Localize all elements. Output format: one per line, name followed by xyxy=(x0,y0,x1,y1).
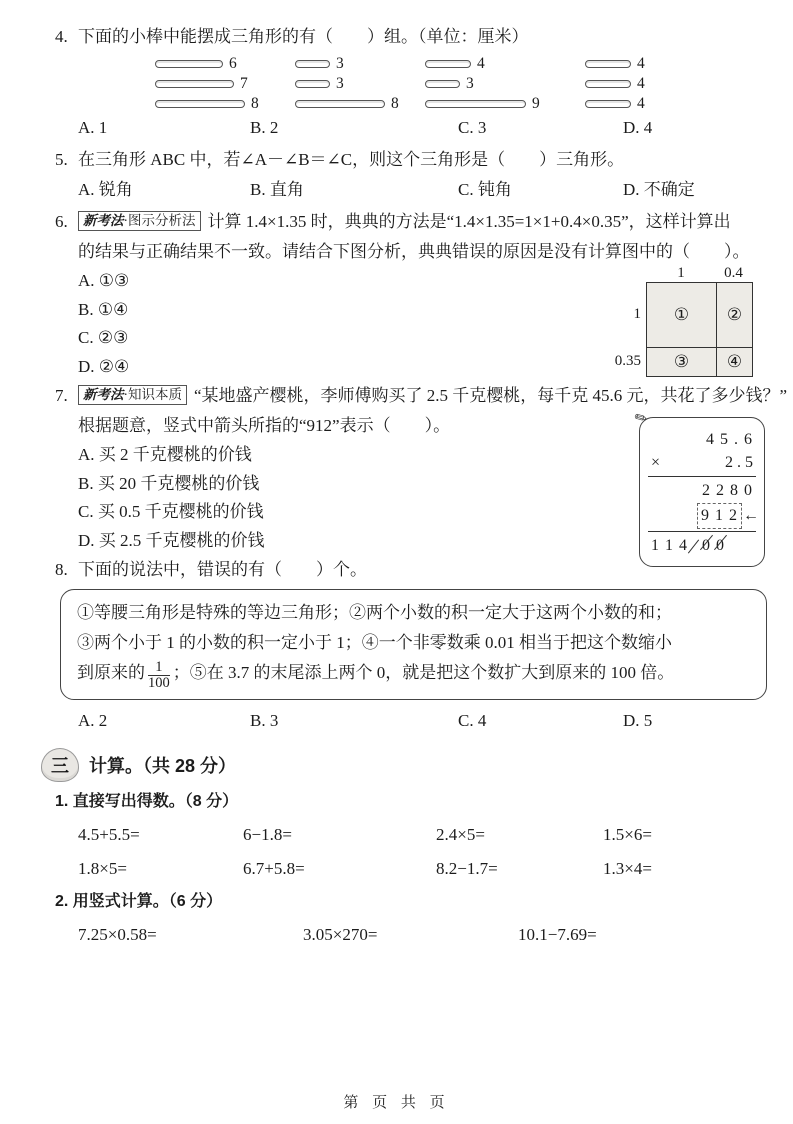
option-c: C. 3 xyxy=(458,118,487,137)
multiplicand-row: 4 5 . 6 xyxy=(706,431,753,448)
expression: 3.05×270= xyxy=(303,925,378,945)
stick-group-2 xyxy=(295,54,425,112)
question-5 xyxy=(55,145,767,175)
option-b: B. 买 20 千克樱桃的价钱 xyxy=(78,473,260,493)
stick-length-label: 4 xyxy=(477,54,485,72)
question-6-options-area xyxy=(55,267,767,381)
stick-row xyxy=(295,94,425,112)
diagram-cell-3: ③ xyxy=(647,348,717,376)
page-footer: 第 页 共 页 xyxy=(343,1095,450,1111)
option-c: C. 钝角 xyxy=(458,180,512,199)
pen-doodle-icon: ✎ xyxy=(632,408,651,430)
fraction-denominator: 100 xyxy=(148,675,170,691)
question-6 xyxy=(55,207,767,237)
new-method-badge xyxy=(78,211,201,231)
stick-row xyxy=(585,74,705,92)
option-b: B. ①④ xyxy=(78,299,129,319)
stick-diagram xyxy=(55,54,767,112)
stick-length-label: 3 xyxy=(336,54,344,72)
diagram-cell-1: ① xyxy=(647,283,717,348)
statement-line-3-pre: 到原来的 xyxy=(77,663,145,682)
option-d: D. 不确定 xyxy=(623,180,695,199)
stick-length-label: 4 xyxy=(637,74,645,92)
question-6-text xyxy=(78,207,731,237)
expression: 7.25×0.58= xyxy=(78,925,157,945)
stick-bar xyxy=(155,100,245,108)
stick-row xyxy=(155,94,295,112)
diagram-cell-2: ② xyxy=(717,283,752,348)
badge-prefix: 新考法 xyxy=(83,213,124,228)
stick-group-3 xyxy=(425,54,585,112)
expression: 1.3×4= xyxy=(603,859,652,879)
highlighted-912: 9 1 2 xyxy=(697,503,742,529)
option-b: B. 直角 xyxy=(250,180,304,199)
question-8-options xyxy=(55,706,767,736)
question-7-text xyxy=(78,381,787,411)
question-8-text: 下面的说法中，错误的有（ ）个。 xyxy=(78,560,367,579)
diagram-left-labels xyxy=(601,282,646,377)
stick-length-label: 4 xyxy=(637,54,645,72)
stick-length-label: 9 xyxy=(532,94,540,112)
option-a: A. 买 2 千克樱桃的价钱 xyxy=(78,445,252,464)
fraction-1-100 xyxy=(148,660,170,691)
badge-suffix: ·图示分析法 xyxy=(123,213,196,228)
struck-zero: 0 xyxy=(702,534,711,558)
section-3-title: 计算。（共 28 分） xyxy=(89,756,237,777)
decimal-point-mark xyxy=(688,539,699,553)
page-content xyxy=(51,22,788,952)
result-digits: 1 1 4 xyxy=(651,537,688,554)
vertical-calculation-box xyxy=(632,408,765,567)
question-4-options xyxy=(55,113,767,143)
stick-length-label: 6 xyxy=(229,54,237,72)
stick-length-label: 3 xyxy=(336,74,344,92)
statement-line-3-post: ；⑤在 3.7 的末尾添上两个 0，就是把这个数扩大到原来的 100 倍。 xyxy=(172,663,675,682)
option-c: C. 买 0.5 千克樱桃的价钱 xyxy=(78,502,264,521)
statement-line-2: ③两个小于 1 的小数的积一定小于 1；④一个非零数乘 0.01 相当于把这个数缩小 xyxy=(77,633,672,652)
multiplier-value: 2 . 5 xyxy=(725,454,753,471)
option-c: C. ②③ xyxy=(78,328,129,347)
stick-row xyxy=(295,54,425,72)
stick-bar xyxy=(585,100,631,108)
diagram-body xyxy=(601,282,753,377)
stick-length-label: 8 xyxy=(251,94,259,112)
question-5-text: 在三角形 ABC 中，若∠A－∠B＝∠C，则这个三角形是（ ）三角形。 xyxy=(78,150,625,169)
stick-bar xyxy=(425,80,460,88)
stick-row xyxy=(425,94,585,112)
question-6-line1: 计算 1.4×1.35 时，典典的方法是“1.4×1.35=1×1+0.4×0.35”，这样计算出 xyxy=(207,212,731,231)
option-a: A. 锐角 xyxy=(78,180,133,199)
option-a: A. ①③ xyxy=(78,271,130,290)
expression: 4.5+5.5= xyxy=(78,825,140,845)
stick-bar xyxy=(295,80,330,88)
stick-bar xyxy=(425,60,471,68)
badge-suffix: ·知识本质 xyxy=(123,387,182,402)
stick-bar xyxy=(295,100,385,108)
question-5-number: 5. xyxy=(55,150,68,169)
struck-zero: 0 xyxy=(716,534,725,558)
question-5-options xyxy=(55,175,767,205)
option-c: C. 4 xyxy=(458,711,487,731)
stick-row xyxy=(155,74,295,92)
rule-line xyxy=(648,531,756,532)
question-4-text: 下面的小棒中能摆成三角形的有（ ）组。（单位：厘米） xyxy=(78,27,529,46)
expression: 1.8×5= xyxy=(78,859,127,879)
question-7-line2: 根据题意，竖式中箭头所指的“912”表示（ ）。 xyxy=(78,416,451,435)
left-arrow-icon: ← xyxy=(743,507,759,524)
statements-box xyxy=(60,589,767,700)
stick-length-label: 4 xyxy=(637,94,645,112)
statement-line-1: ①等腰三角形是特殊的等边三角形；②两个小数的积一定大于这两个小数的和； xyxy=(77,603,672,622)
expression: 2.4×5= xyxy=(436,825,485,845)
written-calc-row xyxy=(55,918,767,952)
expression: 6.7+5.8= xyxy=(243,859,305,879)
question-7-number: 7. xyxy=(55,386,68,405)
question-8-number: 8. xyxy=(55,560,68,579)
option-a: A. 1 xyxy=(78,118,108,137)
multiplier-row xyxy=(651,451,753,474)
partial-product-2 xyxy=(651,503,759,529)
result-row xyxy=(651,534,753,558)
stick-bar xyxy=(585,80,631,88)
section-number-badge: 三 xyxy=(41,748,79,782)
fraction-numerator: 1 xyxy=(148,660,170,676)
stick-bar xyxy=(295,60,330,68)
stick-bar xyxy=(585,60,631,68)
stick-row xyxy=(155,54,295,72)
question-7 xyxy=(55,381,788,411)
rule-line xyxy=(648,476,756,477)
question-7-area xyxy=(55,381,788,555)
mental-calc-row-1 xyxy=(55,818,767,852)
option-d: D. ②④ xyxy=(78,356,130,376)
subsection-1-title: 1. 直接写出得数。（8 分） xyxy=(55,793,239,811)
expression: 8.2−1.7= xyxy=(436,859,498,879)
stick-bar xyxy=(155,60,223,68)
section-3-header xyxy=(41,748,767,782)
badge-prefix: 新考法 xyxy=(83,387,124,402)
left-label-0-35: 0.35 xyxy=(614,352,641,369)
stick-row xyxy=(425,74,585,92)
question-4-number: 4. xyxy=(55,27,68,46)
stick-row xyxy=(585,54,705,72)
area-model-diagram xyxy=(601,265,753,377)
question-7-line1: “某地盛产樱桃，李师傅购买了 2.5 千克樱桃，每千克 45.6 元，共花了多少钱？” xyxy=(194,386,788,405)
option-b: B. 2 xyxy=(250,118,279,137)
expression: 10.1−7.69= xyxy=(518,925,597,945)
stick-row xyxy=(585,94,705,112)
stick-group-4 xyxy=(585,54,705,112)
stick-group-1 xyxy=(155,54,295,112)
expression: 6−1.8= xyxy=(243,825,292,845)
diagram-top-labels xyxy=(601,265,753,282)
diagram-grid xyxy=(646,282,753,377)
top-label-1: 1 xyxy=(677,265,685,281)
left-label-1: 1 xyxy=(633,306,641,322)
stick-row xyxy=(295,74,425,92)
option-b: B. 3 xyxy=(250,711,279,731)
option-d: D. 5 xyxy=(623,711,653,731)
question-6-number: 6. xyxy=(55,212,68,231)
new-method-badge xyxy=(78,385,187,405)
option-d: D. 4 xyxy=(623,118,653,137)
stick-length-label: 8 xyxy=(391,94,399,112)
top-label-0-4: 0.4 xyxy=(724,265,743,281)
statement-line-3 xyxy=(77,658,750,691)
stick-length-label: 7 xyxy=(240,74,248,92)
expression: 1.5×6= xyxy=(603,825,652,845)
stick-length-label: 3 xyxy=(466,74,474,92)
option-a: A. 2 xyxy=(78,711,108,731)
stick-row xyxy=(425,54,585,72)
multiply-sign-icon: × xyxy=(651,454,661,471)
stick-bar xyxy=(155,80,234,88)
option-d: D. 买 2.5 千克樱桃的价钱 xyxy=(78,530,265,550)
diagram-cell-4: ④ xyxy=(726,352,743,371)
question-6-line2: 的结果与正确结果不一致。请结合下图分析，典典错误的原因是没有计算图中的（ ）。 xyxy=(78,242,750,261)
question-4 xyxy=(55,22,767,52)
partial-product-1: 2 2 8 0 xyxy=(702,482,753,499)
mental-calc-row-2 xyxy=(55,852,767,886)
stick-bar xyxy=(425,100,526,108)
subsection-2-title: 2. 用竖式计算。（6 分） xyxy=(55,893,223,911)
